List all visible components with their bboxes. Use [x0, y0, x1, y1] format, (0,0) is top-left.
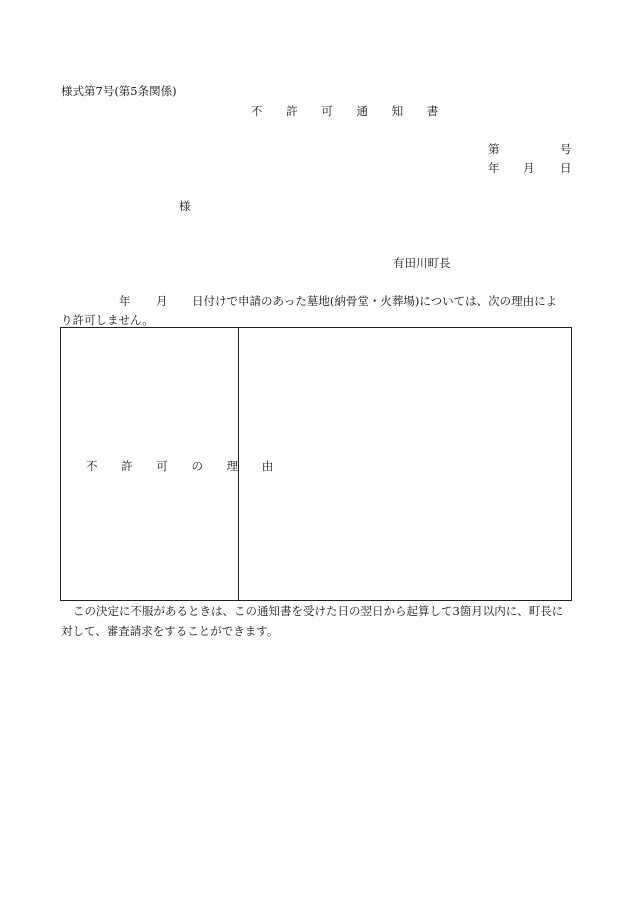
body-text-line1: 日付けで申請のあった墓地(納骨堂・火葬場)については、次の理由によ: [192, 294, 558, 308]
body-month-label: 月: [156, 294, 168, 308]
reason-label: 不 許 可 の 理 由: [86, 459, 284, 473]
number-suffix: 号: [560, 142, 572, 156]
appeal-notice-line2: 対して、審査請求をすることができます。: [61, 624, 279, 638]
date-year-label: 年: [488, 161, 500, 175]
date-day-label: 日: [560, 161, 572, 175]
number-prefix: 第: [488, 142, 500, 156]
date-month-label: 月: [523, 161, 535, 175]
sender-name: 有田川町長: [393, 256, 451, 270]
form-id: 様式第7号(第5条関係): [61, 84, 177, 98]
addressee-suffix: 様: [179, 199, 191, 213]
document-title: 不 許 可 通 知 書: [251, 104, 449, 118]
body-text-line2: り許可しません。: [61, 313, 154, 327]
reason-table: [60, 327, 572, 601]
body-year-label: 年: [119, 294, 131, 308]
appeal-notice-line1: この決定に不服があるときは、この通知書を受けた日の翌日から起算して3箇月以内に、町長に: [73, 604, 564, 618]
